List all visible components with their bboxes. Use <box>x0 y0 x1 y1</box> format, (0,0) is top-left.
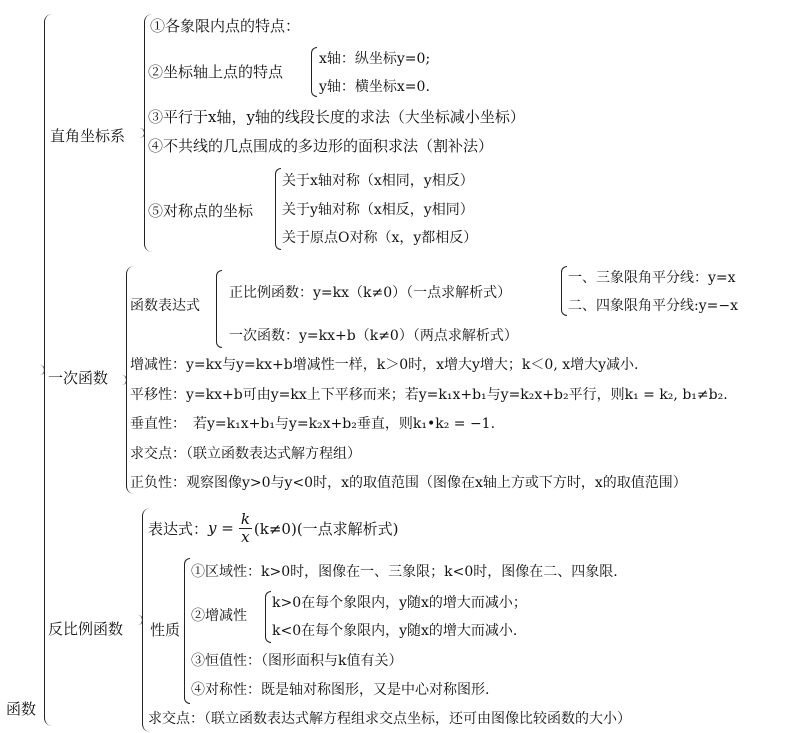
linear-sign: 正负性：观察图像y>0与y<0时，x的取值范围（图像在x轴上方或下方时，x的取值范围） <box>130 475 687 491</box>
rect-sym-x: 关于x轴对称（x相同，y相反） <box>282 173 474 189</box>
inverse-prop-brace <box>184 558 190 704</box>
linear-proportional-q24: 二、四象限角平分线:y=−x <box>568 298 738 314</box>
rect-item-symmetry: ⑤对称点的坐标 <box>148 202 254 220</box>
inverse-mono-brace <box>265 591 271 643</box>
inverse-expr-numerator: k <box>240 509 250 528</box>
linear-monotonicity: 增减性：y=kx与y=kx+b增减性一样，k＞0时，x增大y增大；k＜0, x增大y减小. <box>130 357 639 373</box>
rect-axis-brace <box>311 47 317 97</box>
inverse-expr-lhs: y = <box>208 519 234 537</box>
linear-translation: 平移性：y=kx+b可由y=kx上下平移而来；若y=k₁x+b₁与y=k₂x+b₂平行，则k₁ = k₂, b₁≠b₂. <box>130 387 728 403</box>
inverse-prop-constant: ③恒值性：（图形面积与k值有关） <box>191 653 403 669</box>
linear-expr-brace <box>216 270 222 348</box>
linear-title: 一次函数 <box>48 369 109 387</box>
inverse-mono-negative: k<0在每个象限内，y随x的增大而减小. <box>272 623 518 639</box>
rect-item-axis: ②坐标轴上点的特点 <box>148 63 284 81</box>
inverse-expression <box>148 507 399 549</box>
linear-proportional-q13: 一、三象限角平分线：y=x <box>568 270 736 286</box>
rect-title: 直角坐标系 <box>50 127 126 145</box>
inverse-intersection: 求交点：（联立函数表达式解方程组求交点坐标，还可由图像比较函数的大小） <box>148 711 631 727</box>
rect-symmetry-brace <box>275 168 281 250</box>
inverse-props-label: 性质 <box>150 621 181 639</box>
linear-expr-label: 函数表达式 <box>130 298 200 314</box>
rect-item-area: ④不共线的几点围成的多边形的面积求法（割补法） <box>148 137 494 155</box>
inverse-expr-fraction <box>239 511 252 546</box>
root-label: 函数 <box>6 700 37 718</box>
rect-axis-x: x轴：纵坐标y=0; <box>319 51 431 67</box>
rect-item-quadrant: ①各象限内点的特点： <box>150 17 301 35</box>
inverse-expr-denominator: x <box>241 527 250 546</box>
rect-sym-y: 关于y轴对称（x相反，y相同） <box>282 202 474 218</box>
linear-general: 一次函数：y=kx+b（k≠0）（两点求解析式） <box>229 328 518 344</box>
inverse-prop-region: ①区域性：k>0时，图像在一、三象限；k<0时，图像在二、四象限. <box>191 564 618 580</box>
inverse-expr-label: 表达式： <box>148 519 209 538</box>
inverse-mono-positive: k>0在每个象限内，y随x的增大而减小； <box>272 595 527 611</box>
rect-sym-origin: 关于原点O对称（x，y都相反） <box>282 230 478 246</box>
linear-perpendicular: 垂直性： 若y=k₁x+b₁与y=k₂x+b₂垂直，则k₁•k₂ = −1. <box>130 416 496 432</box>
rect-item-segment: ③平行于x轴，y轴的线段长度的求法（大坐标减小坐标） <box>148 108 525 126</box>
linear-prop-brace <box>561 266 567 316</box>
inverse-prop-symmetry: ④对称性：既是轴对称图形，又是中心对称图形. <box>191 682 490 698</box>
inverse-prop-monotonicity: ②增减性 <box>191 608 247 624</box>
inverse-expr-condition: (k≠0)(一点求解析式) <box>253 519 399 538</box>
rect-axis-y: y轴：横坐标x=0. <box>319 79 430 95</box>
linear-proportional: 正比例函数：y=kx（k≠0）（一点求解析式） <box>229 285 512 301</box>
inverse-title: 反比例函数 <box>48 620 124 638</box>
linear-intersection: 求交点：（联立函数表达式解方程组） <box>130 446 361 462</box>
